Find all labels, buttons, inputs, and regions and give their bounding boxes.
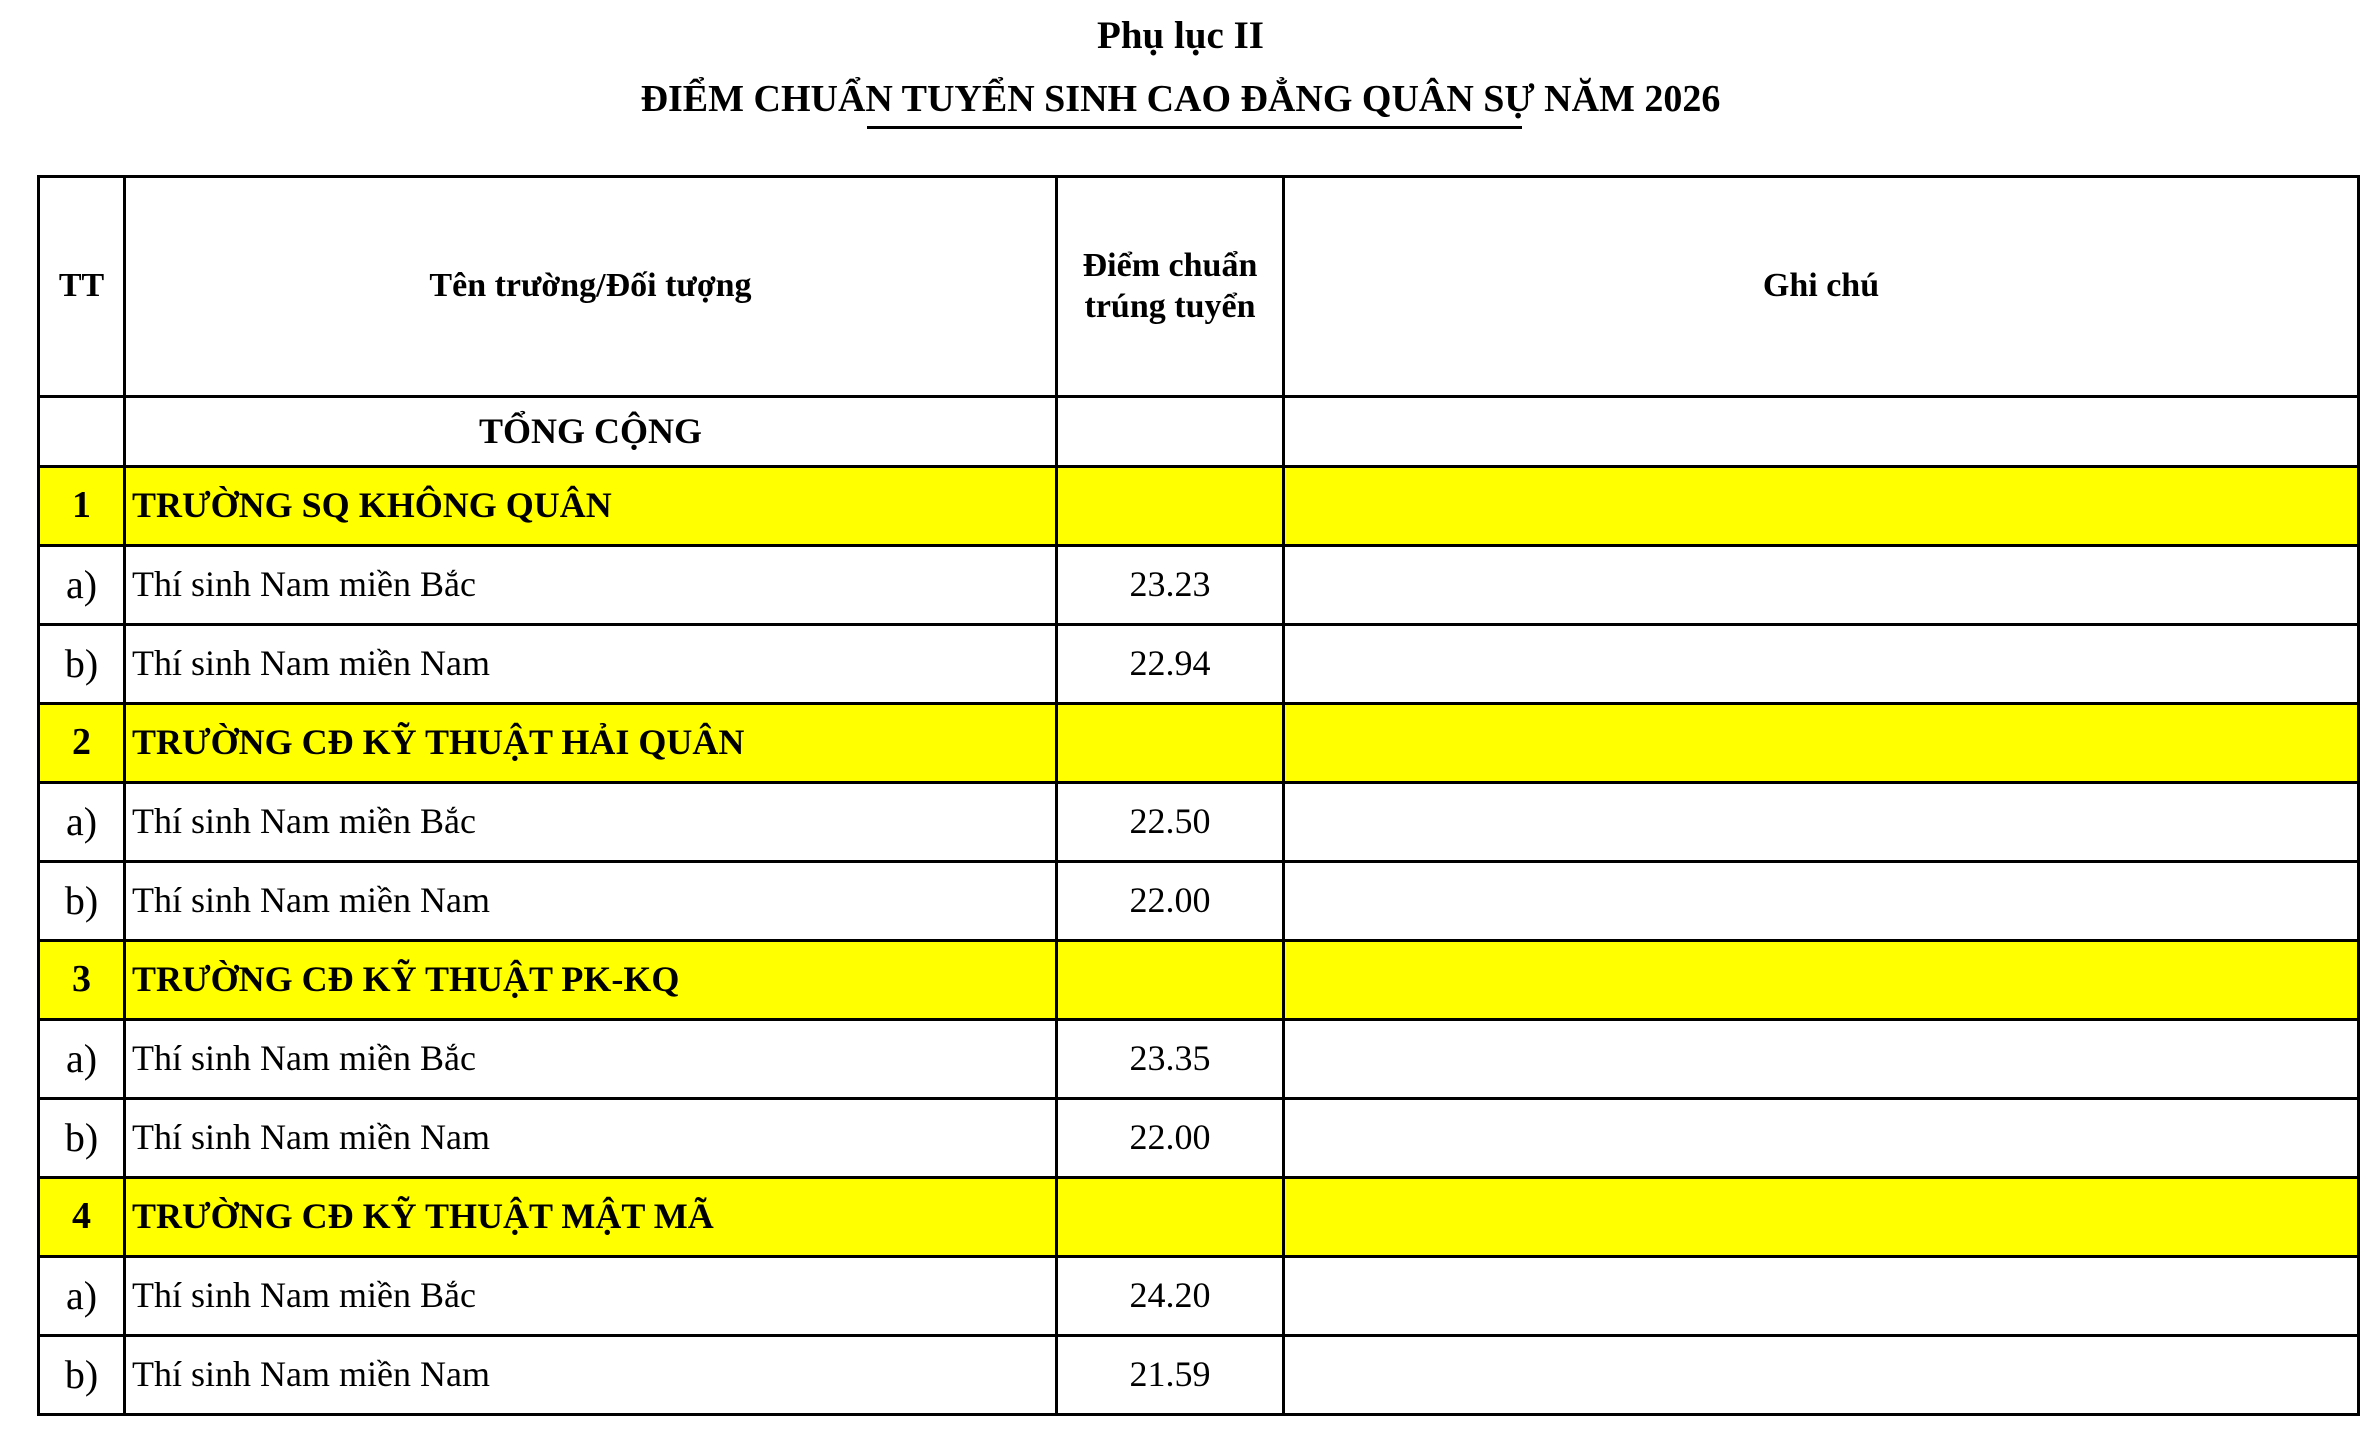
candidate-name: Thí sinh Nam miền Nam [125,862,1057,941]
column-header-name: Tên trường/Đối tượng [125,177,1057,397]
column-header-score: Điểm chuẩn trúng tuyển [1057,177,1284,397]
candidate-row [39,625,2359,704]
candidate-row [39,1336,2359,1415]
candidate-score: 24.20 [1057,1257,1284,1336]
candidate-row [39,546,2359,625]
title-underline [867,126,1522,129]
candidate-note [1284,546,2359,625]
candidate-note [1284,1257,2359,1336]
candidate-note [1284,783,2359,862]
school-index: 2 [39,704,125,783]
total-row [39,397,2359,467]
candidate-score: 22.94 [1057,625,1284,704]
column-header-note: Ghi chú [1284,177,2359,397]
school-name: TRƯỜNG CĐ KỸ THUẬT HẢI QUÂN [125,704,1057,783]
candidate-row [39,1257,2359,1336]
candidate-name: Thí sinh Nam miền Bắc [125,783,1057,862]
school-row [39,704,2359,783]
candidate-score: 21.59 [1057,1336,1284,1415]
candidate-row [39,783,2359,862]
candidate-note [1284,625,2359,704]
school-row [39,1178,2359,1257]
school-score-cell [1057,704,1284,783]
candidate-note [1284,862,2359,941]
school-note-cell [1284,467,2359,546]
school-note-cell [1284,941,2359,1020]
candidate-label: a) [39,546,125,625]
candidate-score: 22.50 [1057,783,1284,862]
candidate-score: 23.35 [1057,1020,1284,1099]
school-score-cell [1057,1178,1284,1257]
candidate-name: Thí sinh Nam miền Nam [125,1336,1057,1415]
total-score-cell [1057,397,1284,467]
document-subtitle: ĐIỂM CHUẨN TUYỂN SINH CAO ĐẲNG QUÂN SỰ NĂM 2026 [640,78,1721,120]
total-tt-cell [39,397,125,467]
candidate-score: 22.00 [1057,862,1284,941]
school-index: 1 [39,467,125,546]
candidate-label: b) [39,625,125,704]
candidate-row [39,862,2359,941]
school-name: TRƯỜNG CĐ KỸ THUẬT PK-KQ [125,941,1057,1020]
school-row [39,941,2359,1020]
candidate-label: b) [39,1099,125,1178]
school-score-cell [1057,467,1284,546]
column-header-tt: TT [39,177,125,397]
candidate-note [1284,1099,2359,1178]
candidate-label: a) [39,783,125,862]
candidate-name: Thí sinh Nam miền Nam [125,1099,1057,1178]
candidate-name: Thí sinh Nam miền Bắc [125,546,1057,625]
candidate-note [1284,1336,2359,1415]
total-label: TỔNG CỘNG [125,397,1057,467]
admission-score-table [37,175,2360,1416]
school-index: 4 [39,1178,125,1257]
candidate-label: b) [39,1336,125,1415]
total-note-cell [1284,397,2359,467]
table-header-row [39,177,2359,397]
candidate-label: a) [39,1257,125,1336]
candidate-score: 23.23 [1057,546,1284,625]
school-name: TRƯỜNG SQ KHÔNG QUÂN [125,467,1057,546]
candidate-name: Thí sinh Nam miền Bắc [125,1257,1057,1336]
candidate-label: a) [39,1020,125,1099]
candidate-note [1284,1020,2359,1099]
school-name: TRƯỜNG CĐ KỸ THUẬT MẬT MÃ [125,1178,1057,1257]
school-row [39,467,2359,546]
school-score-cell [1057,941,1284,1020]
document-title: Phụ lục II [1097,14,1264,57]
candidate-row [39,1099,2359,1178]
candidate-row [39,1020,2359,1099]
candidate-name: Thí sinh Nam miền Bắc [125,1020,1057,1099]
candidate-score: 22.00 [1057,1099,1284,1178]
school-note-cell [1284,704,2359,783]
candidate-label: b) [39,862,125,941]
school-note-cell [1284,1178,2359,1257]
candidate-name: Thí sinh Nam miền Nam [125,625,1057,704]
school-index: 3 [39,941,125,1020]
